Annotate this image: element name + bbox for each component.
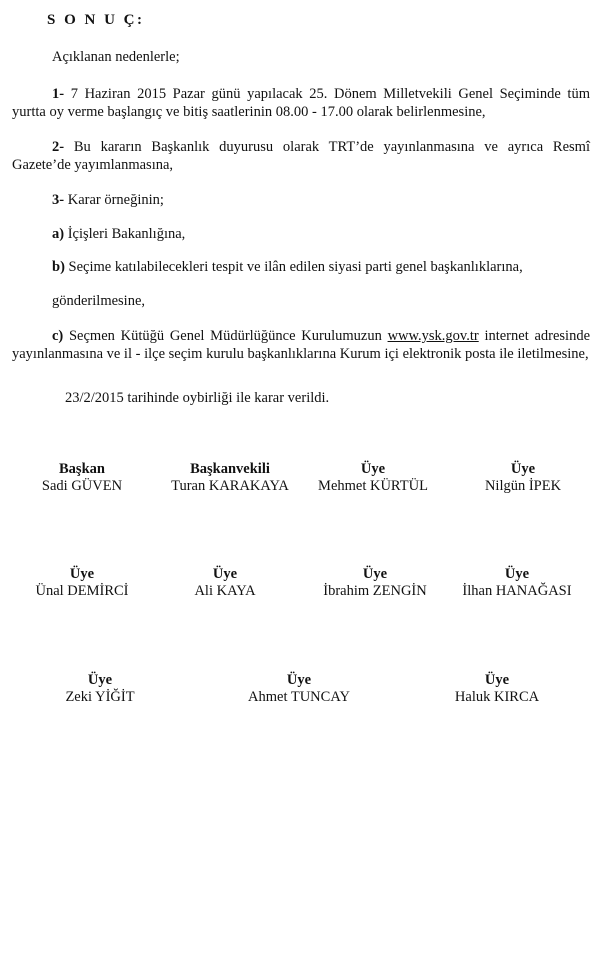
signatory-name: Nilgün İPEK: [484, 478, 562, 494]
item-2-text: Bu kararın Başkanlık duyurusu olarak TRT’de yayınlanmasına ve ayrıca Resmî Gazete’de yayımlanmasına,: [12, 139, 590, 173]
signatory-uye-5: [300, 566, 450, 600]
signatory-name: Mehmet KÜRTÜL: [318, 478, 428, 494]
signatory-name: Turan KARAKAYA: [171, 478, 289, 494]
item-b-text: Seçime katılabilecekleri tespit ve ilân edilen siyasi parti genel başkanlıklarına,: [64, 259, 523, 275]
website-link[interactable]: www.ysk.gov.tr: [387, 328, 479, 344]
sent-text: gönderilmesine,: [52, 293, 146, 309]
signatory-uye-7: [25, 672, 175, 706]
item-c-number: c): [52, 328, 64, 344]
signatory-role: Üye: [360, 461, 386, 477]
section-heading: S O N U Ç:: [47, 12, 145, 28]
signatory-name: Haluk KIRCA: [454, 689, 540, 705]
signatory-baskan: [7, 461, 157, 495]
decision-text: 23/2/2015 tarihinde oybirliği ile karar verildi.: [65, 390, 330, 406]
item-2: [12, 138, 590, 174]
signatory-role: Üye: [504, 566, 530, 582]
signatory-name: Zeki YİĞİT: [65, 689, 135, 705]
signatory-name: İlhan HANAĞASI: [462, 583, 572, 599]
signatory-uye-8: [224, 672, 374, 706]
item-c: [12, 327, 590, 363]
signatory-role: Üye: [362, 566, 388, 582]
item-3-text: Karar örneğinin;: [64, 192, 164, 208]
item-1-number: 1-: [52, 86, 65, 102]
signatory-name: Sadi GÜVEN: [41, 478, 123, 494]
signatory-role: Üye: [212, 566, 238, 582]
item-a-number: a): [52, 226, 65, 242]
item-3-number: 3-: [52, 192, 65, 208]
item-c-text-after: internet adresinde yayınlanmasına ve il - ilçe seçim kurulu başkanlıklarına Kurum içi elektronik posta ile iletilmesine,: [12, 328, 591, 362]
signatory-role: Üye: [286, 672, 312, 688]
item-a: [52, 226, 185, 243]
intro-text: Açıklanan nedenlerle;: [52, 49, 180, 65]
signatory-role: Başkan: [59, 461, 105, 477]
item-c-text-before: Seçmen Kütüğü Genel Müdürlüğünce Kurulumuzun: [63, 328, 388, 344]
item-2-number: 2-: [52, 139, 65, 155]
item-1: [12, 85, 590, 121]
item-b-number: b): [52, 259, 65, 275]
signatory-uye-3: [7, 566, 157, 600]
signatory-role: Üye: [69, 566, 95, 582]
signatory-role: Üye: [484, 672, 510, 688]
signatory-name: Ali KAYA: [194, 583, 256, 599]
item-3: [52, 192, 164, 209]
item-1-text: 7 Haziran 2015 Pazar günü yapılacak 25. Dönem Milletvekili Genel Seçiminde tüm yurtta oy verme başlangıç ve bitiş saatlerinin 08.00 - 17.00 olarak belirlenmesine,: [12, 86, 590, 120]
signatory-name: İbrahim ZENGİN: [323, 583, 427, 599]
signatory-role: Üye: [87, 672, 113, 688]
item-a-text: İçişleri Bakanlığına,: [64, 226, 186, 242]
signatory-uye-9: [422, 672, 572, 706]
signatory-role: Üye: [510, 461, 536, 477]
signatory-role: Başkanvekili: [190, 461, 270, 477]
signatory-uye-6: [442, 566, 592, 600]
signatory-name: Ahmet TUNCAY: [248, 689, 350, 705]
signatory-uye-2: [448, 461, 598, 495]
signatory-uye-1: [298, 461, 448, 495]
signatory-baskanvekili: [155, 461, 305, 495]
signatory-name: Ünal DEMİRCİ: [35, 583, 129, 599]
item-b: [52, 259, 523, 276]
signatory-uye-4: [150, 566, 300, 600]
